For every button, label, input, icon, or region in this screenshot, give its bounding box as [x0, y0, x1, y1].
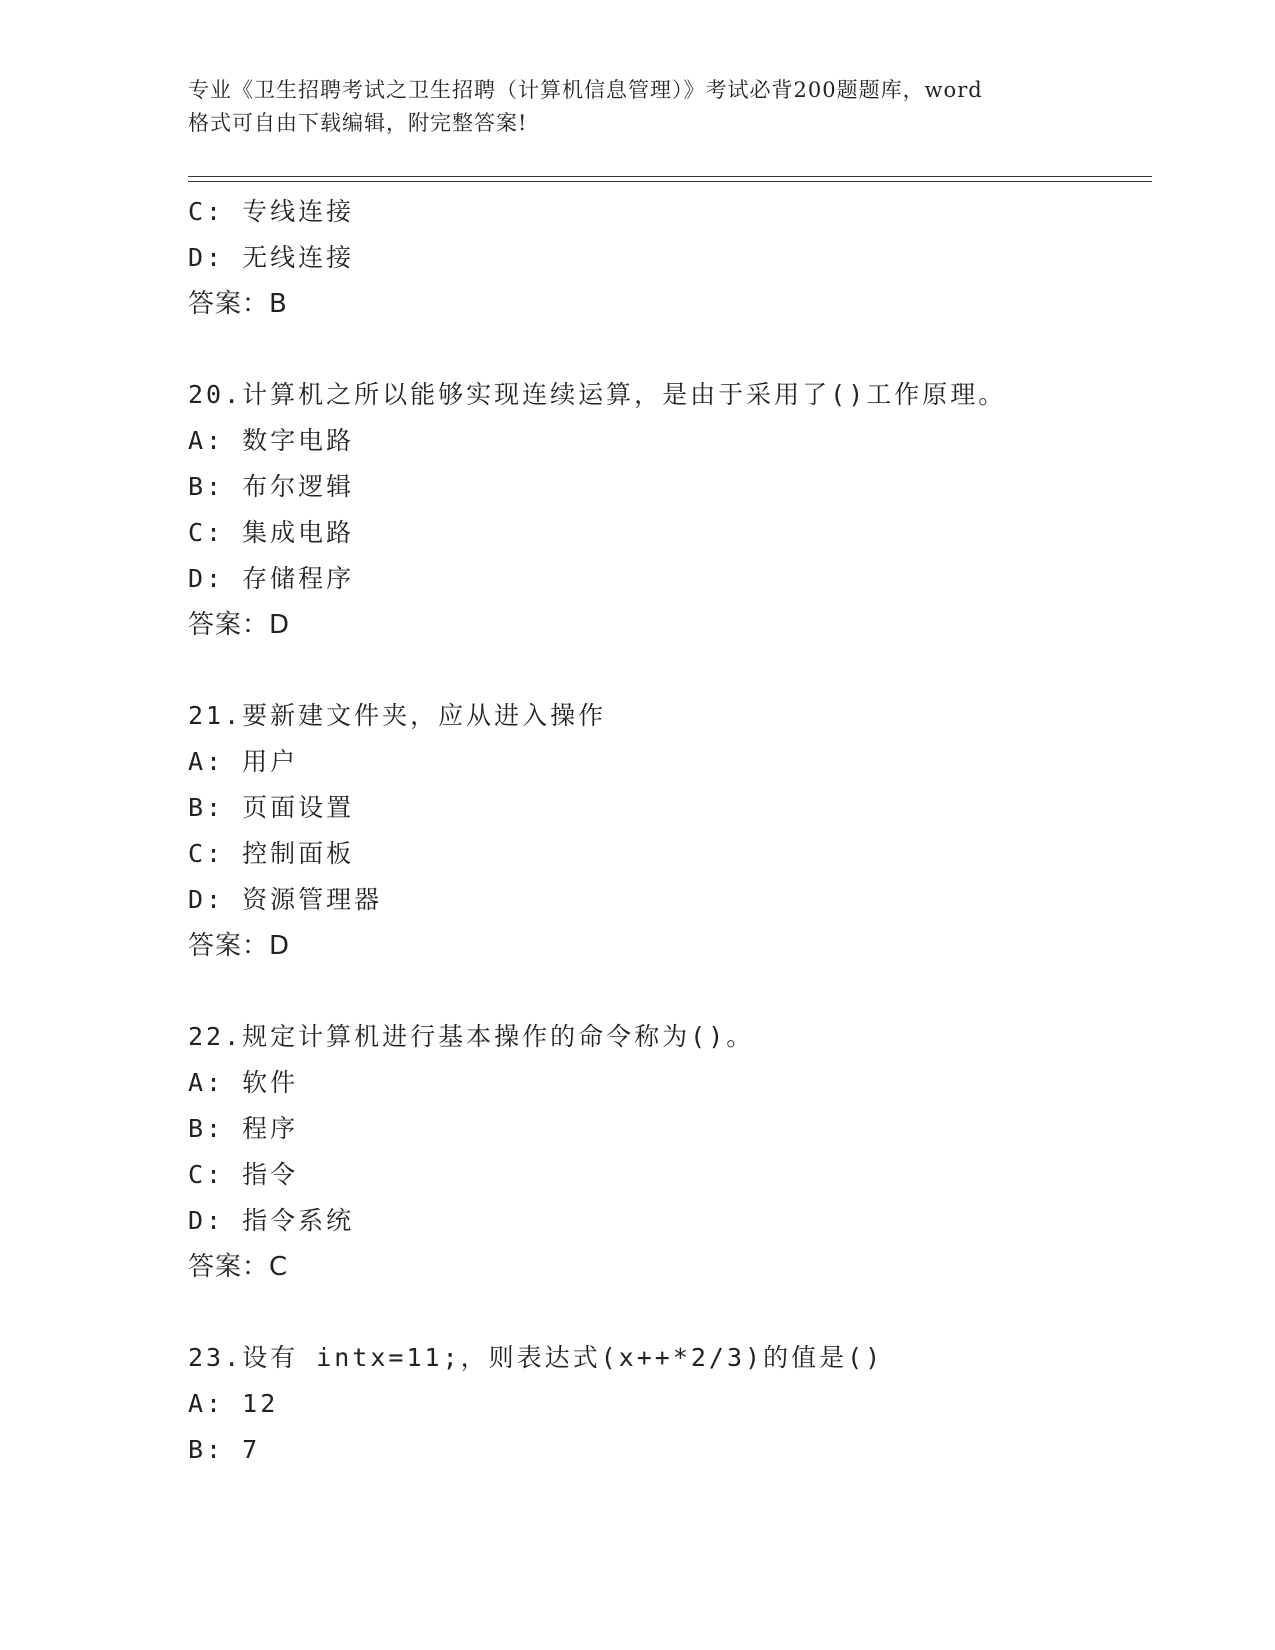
question-block-19 [188, 189, 1148, 327]
option-c: C: 控制面板 [188, 839, 355, 868]
option-c: C: 专线连接 [188, 197, 355, 226]
option-a: A: 软件 [188, 1068, 299, 1097]
header-divider-top [188, 176, 1152, 177]
header-line-1: 专业《卫生招聘考试之卫生招聘（计算机信息管理）》考试必背200题题库，word [188, 78, 983, 102]
answer-line: 答案：C [188, 1252, 289, 1282]
question-list [188, 189, 1148, 1473]
option-b: B: 页面设置 [188, 793, 355, 822]
option-c: C: 指令 [188, 1160, 299, 1189]
option-b: B: 7 [188, 1435, 261, 1464]
option-c: C: 集成电路 [188, 518, 355, 547]
header-line-2: 格式可自由下载编辑，附完整答案! [188, 111, 528, 135]
question-block-22 [188, 1014, 1148, 1290]
question-block-20 [188, 372, 1148, 648]
question-block-21 [188, 693, 1148, 969]
option-b: B: 布尔逻辑 [188, 472, 355, 501]
header-divider-bottom [188, 181, 1152, 182]
option-d: D: 存储程序 [188, 564, 355, 593]
option-d: D: 资源管理器 [188, 885, 383, 914]
question-text: 23.设有 intx=11;，则表达式(x++*2/3)的值是() [188, 1343, 884, 1372]
answer-line: 答案：B [188, 289, 288, 319]
answer-line: 答案：D [188, 610, 291, 640]
option-a: A: 12 [188, 1389, 279, 1418]
question-text: 22.规定计算机进行基本操作的命令称为()。 [188, 1022, 755, 1051]
option-a: A: 用户 [188, 747, 299, 776]
question-block-23 [188, 1335, 1148, 1473]
option-a: A: 数字电路 [188, 426, 355, 455]
question-text: 21.要新建文件夹，应从进入操作 [188, 701, 607, 730]
option-d: D: 指令系统 [188, 1206, 355, 1235]
option-b: B: 程序 [188, 1114, 299, 1143]
answer-line: 答案：D [188, 931, 291, 961]
option-d: D: 无线连接 [188, 243, 355, 272]
question-text: 20.计算机之所以能够实现连续运算，是由于采用了()工作原理。 [188, 380, 1007, 409]
document-header [188, 74, 1088, 140]
